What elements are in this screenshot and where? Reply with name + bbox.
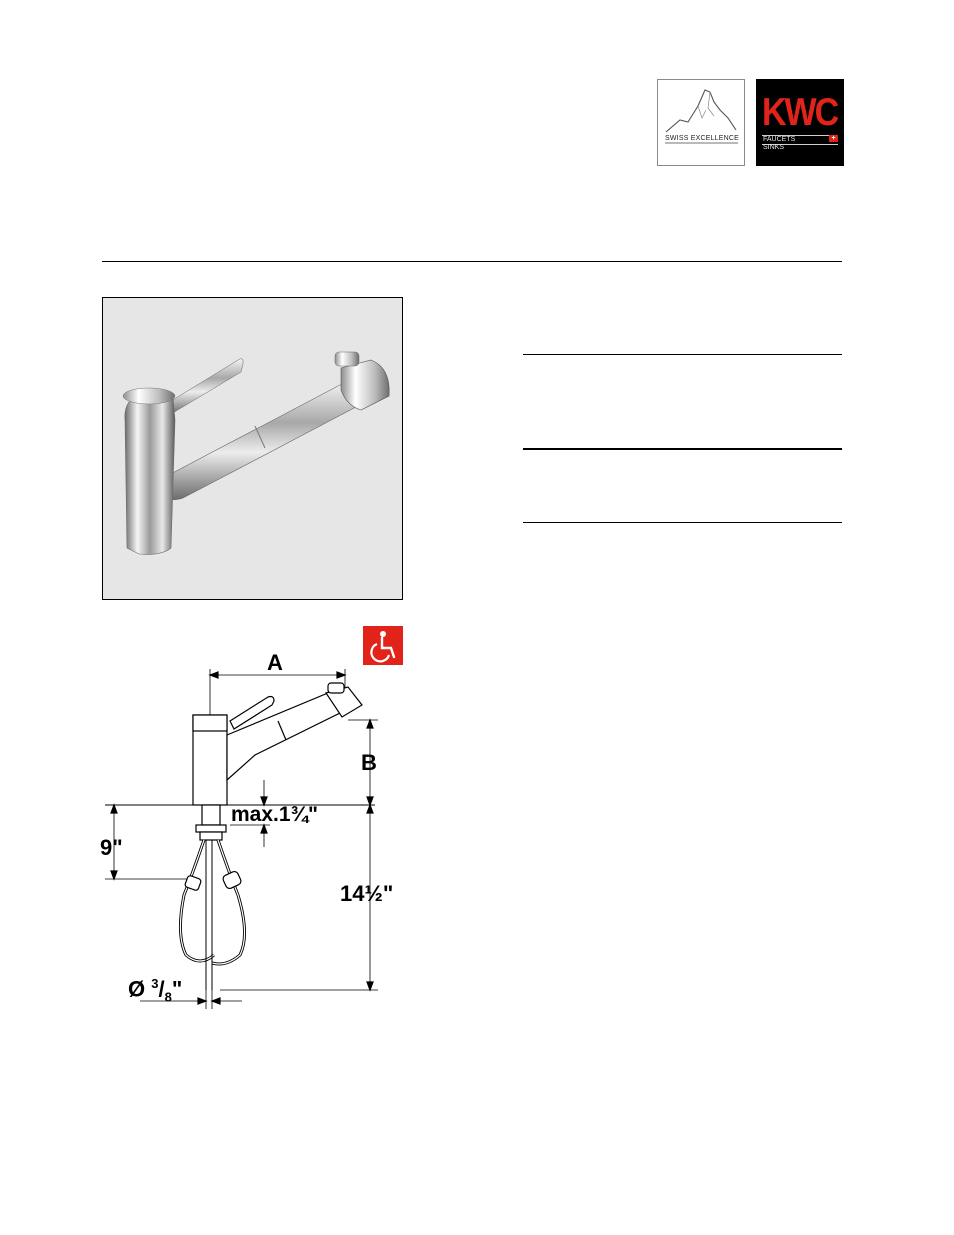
spec-rule-1 <box>523 354 842 355</box>
header-rule <box>102 261 842 262</box>
dimension-b-label: B <box>361 750 377 775</box>
hose-length-label: 14½" <box>340 881 394 906</box>
kwc-wordmark: KWC <box>762 90 838 135</box>
kwc-sinks-text: SINKS <box>763 144 785 151</box>
swiss-flag-icon: + <box>829 135 838 142</box>
diameter-numerator: 3 <box>151 976 159 991</box>
spec-rule-2 <box>523 448 842 450</box>
kwc-logo <box>756 79 844 166</box>
faucet-dimension-diagram <box>100 645 410 1015</box>
matterhorn-icon <box>658 80 744 165</box>
swiss-excellence-text: SWISS EXCELLENCE <box>665 135 739 142</box>
dimension-drawing <box>100 645 410 1020</box>
faucet-photo-image <box>103 298 402 599</box>
diameter-unit: " <box>171 976 183 1002</box>
swiss-excellence-logo <box>657 79 745 166</box>
diameter-denominator: 8 <box>164 989 172 1005</box>
dimension-a-label: A <box>267 650 283 675</box>
max-deck-thickness-label: max.1¾" <box>231 803 319 826</box>
spec-rule-3 <box>523 522 842 523</box>
hose-diameter-label: Ø $^3/_8$" <box>128 976 183 1005</box>
diameter-symbol: Ø <box>128 976 146 1002</box>
supply-length-label: 9" <box>100 835 123 860</box>
kwc-faucets-text: FAUCETS <box>763 136 796 143</box>
product-photo <box>102 297 403 600</box>
